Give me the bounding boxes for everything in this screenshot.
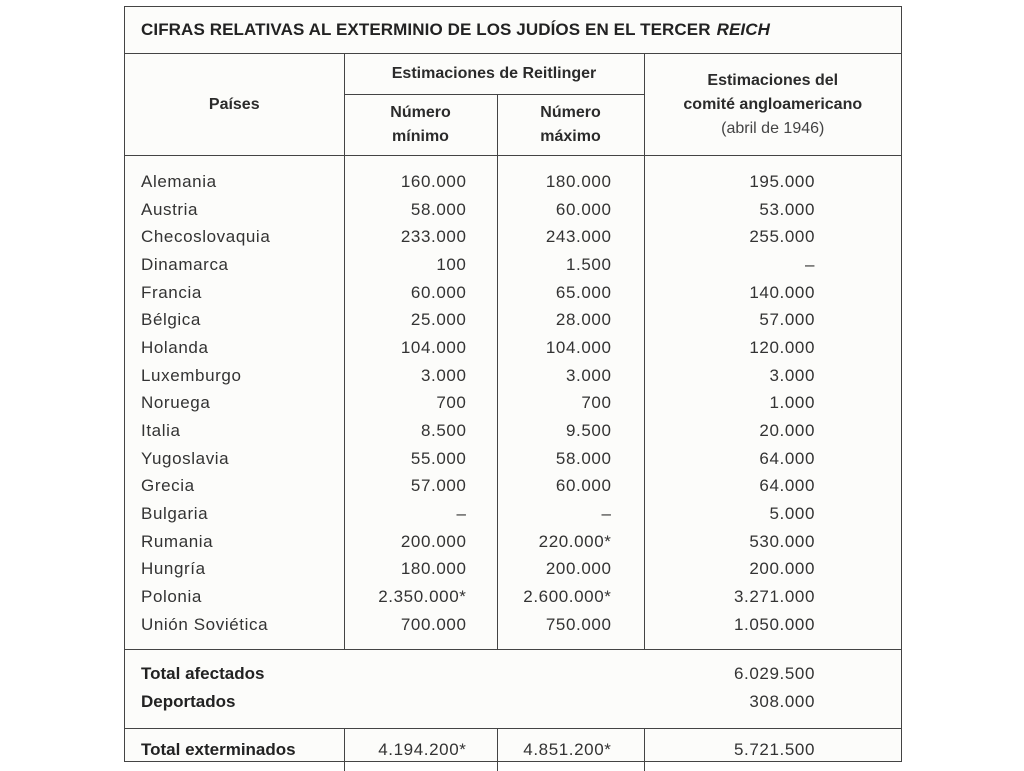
- header-maximum: Número máximo: [497, 95, 644, 156]
- table-row: Alemania 160.000 180.000 195.000: [125, 156, 901, 196]
- header-country: Países: [125, 54, 344, 156]
- table-row: Hungría 180.000 200.000 200.000: [125, 556, 901, 584]
- data-table-sheet: [124, 6, 902, 762]
- final-total-section: [125, 728, 901, 771]
- header-angloamerican: Estimaciones del comité angloamericano (abril de 1946): [644, 54, 901, 156]
- totals-section: [125, 649, 901, 728]
- table-row: Francia 60.000 65.000 140.000: [125, 279, 901, 307]
- table-row: Noruega 700 700 1.000: [125, 390, 901, 418]
- table-row: Bulgaria – – 5.000: [125, 500, 901, 528]
- header-minimum: Número mínimo: [344, 95, 497, 156]
- country-rows: [125, 156, 901, 650]
- table-row: Grecia 57.000 60.000 64.000: [125, 473, 901, 501]
- total-affected-row: Total afectados 6.029.500: [125, 649, 901, 688]
- table-row: Bélgica 25.000 28.000 57.000: [125, 306, 901, 334]
- table-row: Unión Soviética 700.000 750.000 1.050.000: [125, 611, 901, 649]
- table-row: Rumania 200.000 220.000* 530.000: [125, 528, 901, 556]
- table-row: Yugoslavia 55.000 58.000 64.000: [125, 445, 901, 473]
- table-row: Italia 8.500 9.500 20.000: [125, 417, 901, 445]
- header-reitlinger: Estimaciones de Reitlinger: [344, 54, 644, 95]
- figures-table: [125, 54, 901, 771]
- table-row: Holanda 104.000 104.000 120.000: [125, 334, 901, 362]
- deported-row: Deportados 308.000: [141, 691, 816, 711]
- table-row: Austria 58.000 60.000 53.000: [125, 196, 901, 224]
- table-title-text: CIFRAS RELATIVAS AL EXTERMINIO DE LOS JUDÍOS EN EL TERCER: [141, 20, 711, 39]
- table-row: Polonia 2.350.000* 2.600.000* 3.271.000: [125, 583, 901, 611]
- table-row: Dinamarca 100 1.500 –: [125, 251, 901, 279]
- total-exterminated-row: Total exterminados 4.194.200* 4.851.200* 5.721.500: [125, 728, 901, 771]
- table-row: Luxemburgo 3.000 3.000 3.000: [125, 362, 901, 390]
- table-title-italic: REICH: [716, 20, 770, 39]
- table-title: [125, 7, 901, 54]
- table-row: Checoslovaquia 233.000 243.000 255.000: [125, 223, 901, 251]
